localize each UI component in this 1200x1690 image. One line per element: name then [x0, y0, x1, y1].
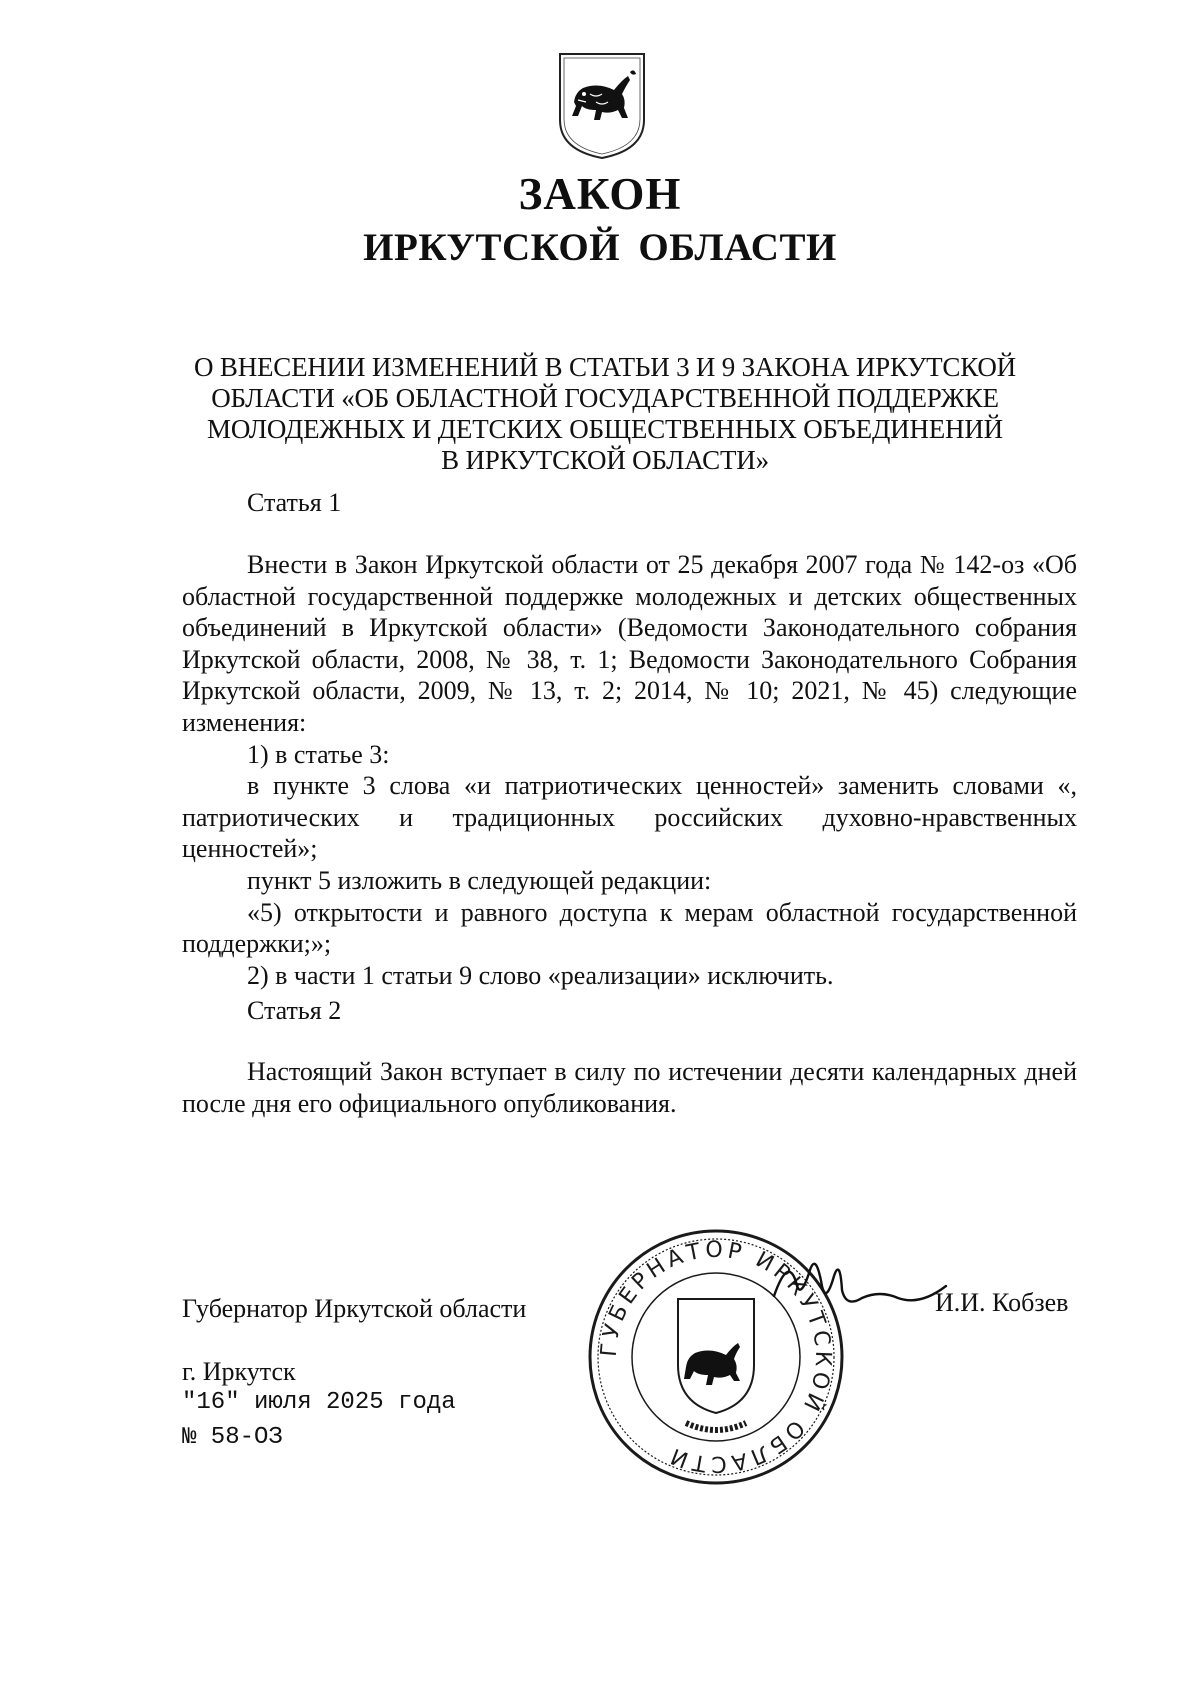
coat-of-arms-icon [556, 50, 648, 162]
law-title-line: О ВНЕСЕНИИ ИЗМЕНЕНИЙ В СТАТЬИ 3 И 9 ЗАКОНА ИРКУТСКОЙ [194, 352, 1016, 382]
seal-text: ГУБЕРНАТОР ИРКУТСКОЙ ОБЛАСТИ [596, 1237, 836, 1477]
handwritten-signature [770, 1246, 950, 1326]
signing-date: "16" июля 2025 года [182, 1389, 456, 1416]
article-1-heading: Статья 1 [247, 488, 342, 517]
article-1-paragraph: Внести в Закон Иркутской области от 25 декабря 2007 года № 142-оз «Об областной государственной поддержке молодежных и детских общественных объединений в Иркутской области» (Ведомости Законодательного собрания Иркутской области, 2008, № 38, т. 1; Ведомости Законодательного Собрания Иркутской области, 2009, № 13, т. 2; 2014, № 10; 2021, № 45) следующие изменения: [182, 550, 1077, 737]
article-1-paragraph: «5) открытости и равного доступа к мерам областной государственной поддержки;»; [182, 897, 1077, 959]
article-1-paragraph: пункт 5 изложить в следующей редакции: [247, 865, 712, 895]
law-title-line: ОБЛАСТИ «ОБ ОБЛАСТНОЙ ГОСУДАРСТВЕННОЙ ПОДДЕРЖКЕ [211, 383, 999, 413]
region-name: ИРКУТСКОЙ ОБЛАСТИ [363, 226, 837, 269]
article-1-body [182, 549, 1077, 991]
signing-place: г. Иркутск [182, 1357, 296, 1386]
signatory-name: И.И. Кобзев [935, 1288, 1069, 1317]
article-1-paragraph: 1) в статье 3: [247, 739, 390, 769]
law-title-line: МОЛОДЕЖНЫХ И ДЕТСКИХ ОБЩЕСТВЕННЫХ ОБЪЕДИНЕНИЙ [207, 414, 1003, 444]
article-1-paragraph: 2) в части 1 статьи 9 слово «реализации» исключить. [247, 960, 834, 990]
article-2-paragraph: Настоящий Закон вступает в силу по истечении десяти календарных дней после дня его официального опубликования. [182, 1057, 1077, 1118]
law-title-line: В ИРКУТСКОЙ ОБЛАСТИ» [441, 445, 769, 475]
article-2-body [182, 1056, 1077, 1119]
document-type: ЗАКОН [518, 169, 682, 219]
article-2-heading: Статья 2 [247, 996, 342, 1025]
article-1-paragraph: в пункте 3 слова «и патриотических ценностей» заменить словами «, патриотических и традиционных российских духовно-нравственных ценностей»; [182, 771, 1077, 864]
signatory-title: Губернатор Иркутской области [182, 1294, 527, 1323]
law-number: № 58-ОЗ [182, 1424, 283, 1451]
law-title [150, 352, 1060, 476]
